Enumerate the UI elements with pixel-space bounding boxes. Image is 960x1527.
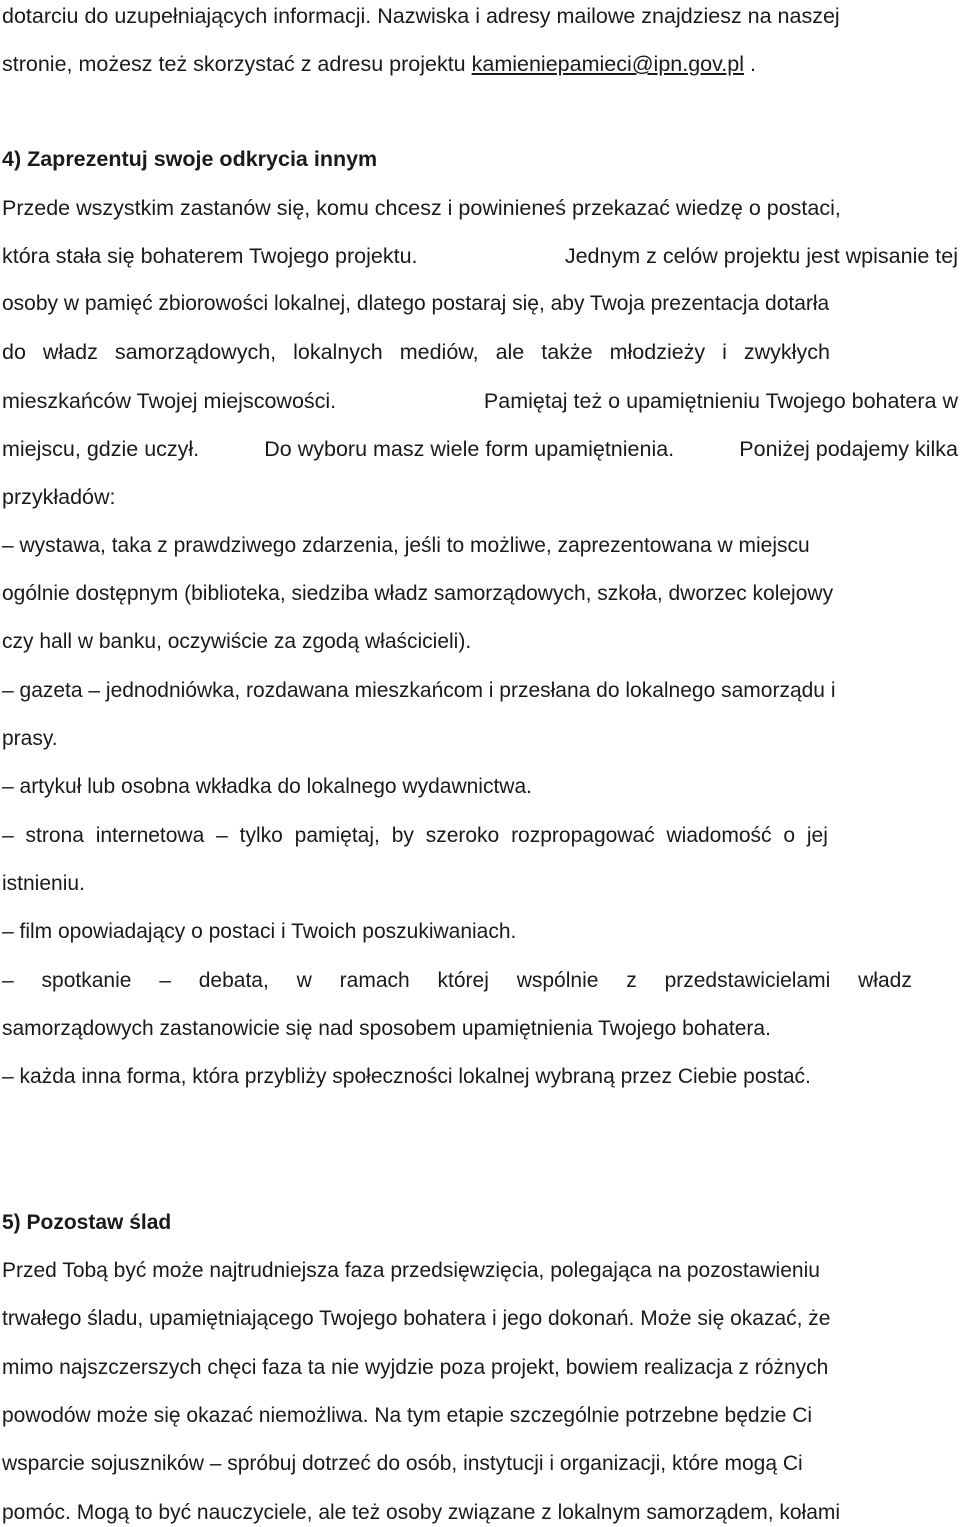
text-line: dotarciu do uzupełniających informacji. Nazwiska i adresy mailowe znajdziesz na naszej xyxy=(2,4,840,28)
paragraph-line: pomóc. Mogą to być nauczyciele, ale też osoby związane z lokalnym samorządem, kołami xyxy=(2,1501,841,1524)
section-heading-4: 4) Zaprezentuj swoje odkrycia innym xyxy=(2,147,378,171)
text-segment: Pamiętaj też o upamiętnieniu Twojego bohatera w xyxy=(483,389,958,413)
text-segment: . xyxy=(744,52,756,76)
paragraph-line xyxy=(2,2,958,30)
paragraph-line: wsparcie sojuszników – spróbuj dotrzeć do osób, instytucji i organizacji, które mogą Ci xyxy=(2,1452,803,1475)
text-segment: stronie, możesz też skorzystać z adresu projektu xyxy=(2,52,472,76)
list-item: – spotkanie – debata, w ramach której wspólnie z przedstawicielami władz xyxy=(2,969,912,992)
list-item-continuation: czy hall w banku, oczywiście za zgodą właścicieli). xyxy=(2,630,472,653)
text-segment: Do wyboru masz wiele form upamiętnienia. xyxy=(264,437,675,461)
text-segment: Jednym z celów projektu jest wpisanie tej xyxy=(564,244,958,268)
paragraph-line xyxy=(2,50,958,78)
text-segment: mieszkańców Twojej miejscowości. xyxy=(2,389,337,413)
list-item: – gazeta – jednodniówka, rozdawana mieszkańcom i przesłana do lokalnego samorządu i xyxy=(2,679,836,702)
text-line: do władz samorządowych, lokalnych mediów, ale także młodzieży i zwykłych xyxy=(2,340,830,364)
paragraph-line: przykładów: xyxy=(2,485,116,509)
paragraph-line xyxy=(2,338,958,366)
text-segment: Poniżej podajemy kilka xyxy=(739,437,958,461)
paragraph-line: osoby w pamięć zbiorowości lokalnej, dlatego postaraj się, aby Twoja prezentacja dotarła xyxy=(2,292,830,315)
list-item: – wystawa, taka z prawdziwego zdarzenia, jeśli to możliwe, zaprezentowana w miejscu xyxy=(2,534,810,557)
paragraph-line xyxy=(2,435,958,463)
paragraph-line: Przed Tobą być może najtrudniejsza faza przedsięwzięcia, polegająca na pozostawieniu xyxy=(2,1259,820,1282)
list-item: – strona internetowa – tylko pamiętaj, by szeroko rozpropagować wiadomość o jej xyxy=(2,824,828,847)
text-segment: która stała się bohaterem Twojego projektu. xyxy=(2,244,418,268)
paragraph-line: powodów może się okazać niemożliwa. Na tym etapie szczególnie potrzebne będzie Ci xyxy=(2,1404,813,1427)
email-link[interactable]: kamieniepamieci@ipn.gov.pl xyxy=(471,52,745,76)
paragraph-line: mimo najszczerszych chęci faza ta nie wyjdzie poza projekt, bowiem realizacja z różnych xyxy=(2,1356,829,1379)
list-item: – film opowiadający o postaci i Twoich poszukiwaniach. xyxy=(2,920,517,943)
list-item-continuation: prasy. xyxy=(2,727,58,750)
list-item-continuation: samorządowych zastanowicie się nad sposobem upamiętnienia Twojego bohatera. xyxy=(2,1017,771,1040)
paragraph-line xyxy=(2,242,958,270)
list-item-continuation: ogólnie dostępnym (biblioteka, siedziba władz samorządowych, szkoła, dworzec kolejowy xyxy=(2,582,834,605)
paragraph-line xyxy=(2,387,958,415)
paragraph-line: trwałego śladu, upamiętniającego Twojego bohatera i jego dokonań. Może się okazać, że xyxy=(2,1307,831,1330)
list-item: – artykuł lub osobna wkładka do lokalnego wydawnictwa. xyxy=(2,775,532,798)
paragraph-line: Przede wszystkim zastanów się, komu chcesz i powinieneś przekazać wiedzę o postaci, xyxy=(2,196,841,220)
text-segment: miejscu, gdzie uczył. xyxy=(2,437,200,461)
section-heading-5: 5) Pozostaw ślad xyxy=(2,1211,172,1234)
list-item: – każda inna forma, która przybliży społeczności lokalnej wybraną przez Ciebie postać. xyxy=(2,1065,811,1088)
list-item-continuation: istnieniu. xyxy=(2,872,85,895)
